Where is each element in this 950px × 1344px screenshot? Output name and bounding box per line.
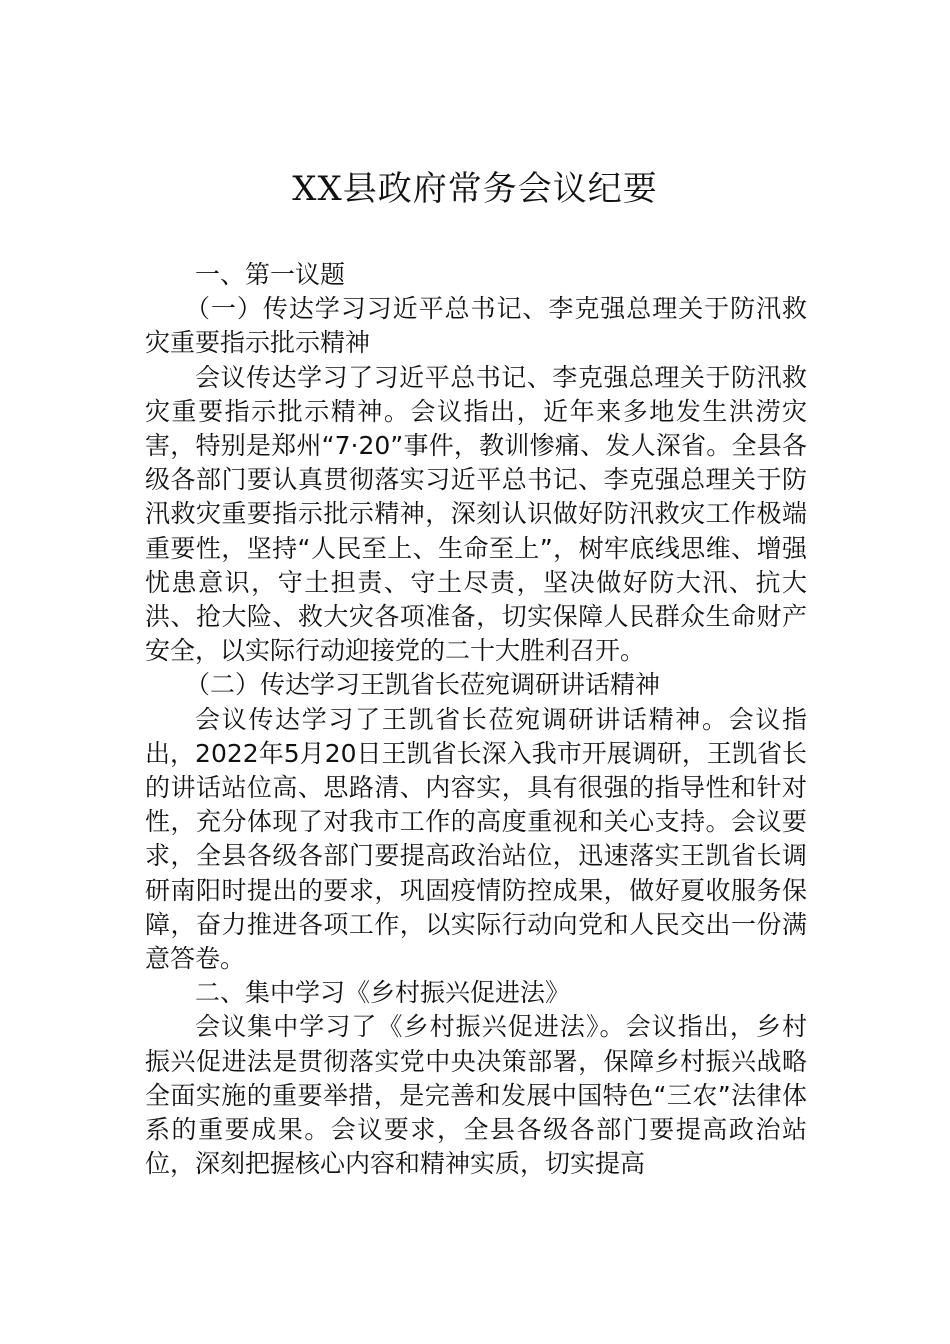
subsection-heading-2: （二）传达学习王凯省长莅宛调研讲话精神 xyxy=(185,670,661,700)
document-body xyxy=(145,258,807,1181)
section-heading-2: 二、集中学习《乡村振兴促进法》 xyxy=(195,978,571,1008)
document-title: XX县政府常务会议纪要 xyxy=(292,169,658,209)
section-heading-1: 一、第一议题 xyxy=(195,260,346,289)
subsection-heading-1: （一）传达学习习近平总书记、李克强总理关于防汛救灾重要指示批示精神 xyxy=(145,294,807,358)
paragraph-3: 会议集中学习了《乡村振兴促进法》。会议指出，乡村振兴促进法是贯彻落实党中央决策部署，保障乡村振兴战略全面实施的重要举措，是完善和发展中国特色“三农”法律体系的重要成果。会议要求，全县各级各部门要提高政治站位，深刻把握核心内容和精神实质，切实提高 xyxy=(145,1012,807,1179)
paragraph-1: 会议传达学习了习近平总书记、李克强总理关于防汛救灾重要指示批示精神。会议指出，近年来多地发生洪涝灾害，特别是郑州“7·20”事件，教训惨痛、发人深省。全县各级各部门要认真贯彻落实习近平总书记、李克强总理关于防汛救灾重要指示批示精神，深刻认识做好防汛救灾工作极端重要性，坚持“人民至上、生命至上”，树牢底线思维、增强忧患意识，守土担责、守土尽责，坚决做好防大汛、抗大洪、抢大险、救大灾各项准备，切实保障人民群众生命财产安全，以实际行动迎接党的二十大胜利召开。 xyxy=(145,362,807,666)
paragraph-2: 会议传达学习了王凯省长莅宛调研讲话精神。会议指出，2022年5月20日王凯省长深入我市开展调研，王凯省长的讲话站位高、思路清、内容实，具有很强的指导性和针对性，充分体现了对我市工作的高度重视和关心支持。会议要求，全县各级各部门要提高政治站位，迅速落实王凯省长调研南阳时提出的要求，巩固疫情防控成果，做好夏收服务保障，奋力推进各项工作，以实际行动向党和人民交出一份满意答卷。 xyxy=(145,704,807,974)
